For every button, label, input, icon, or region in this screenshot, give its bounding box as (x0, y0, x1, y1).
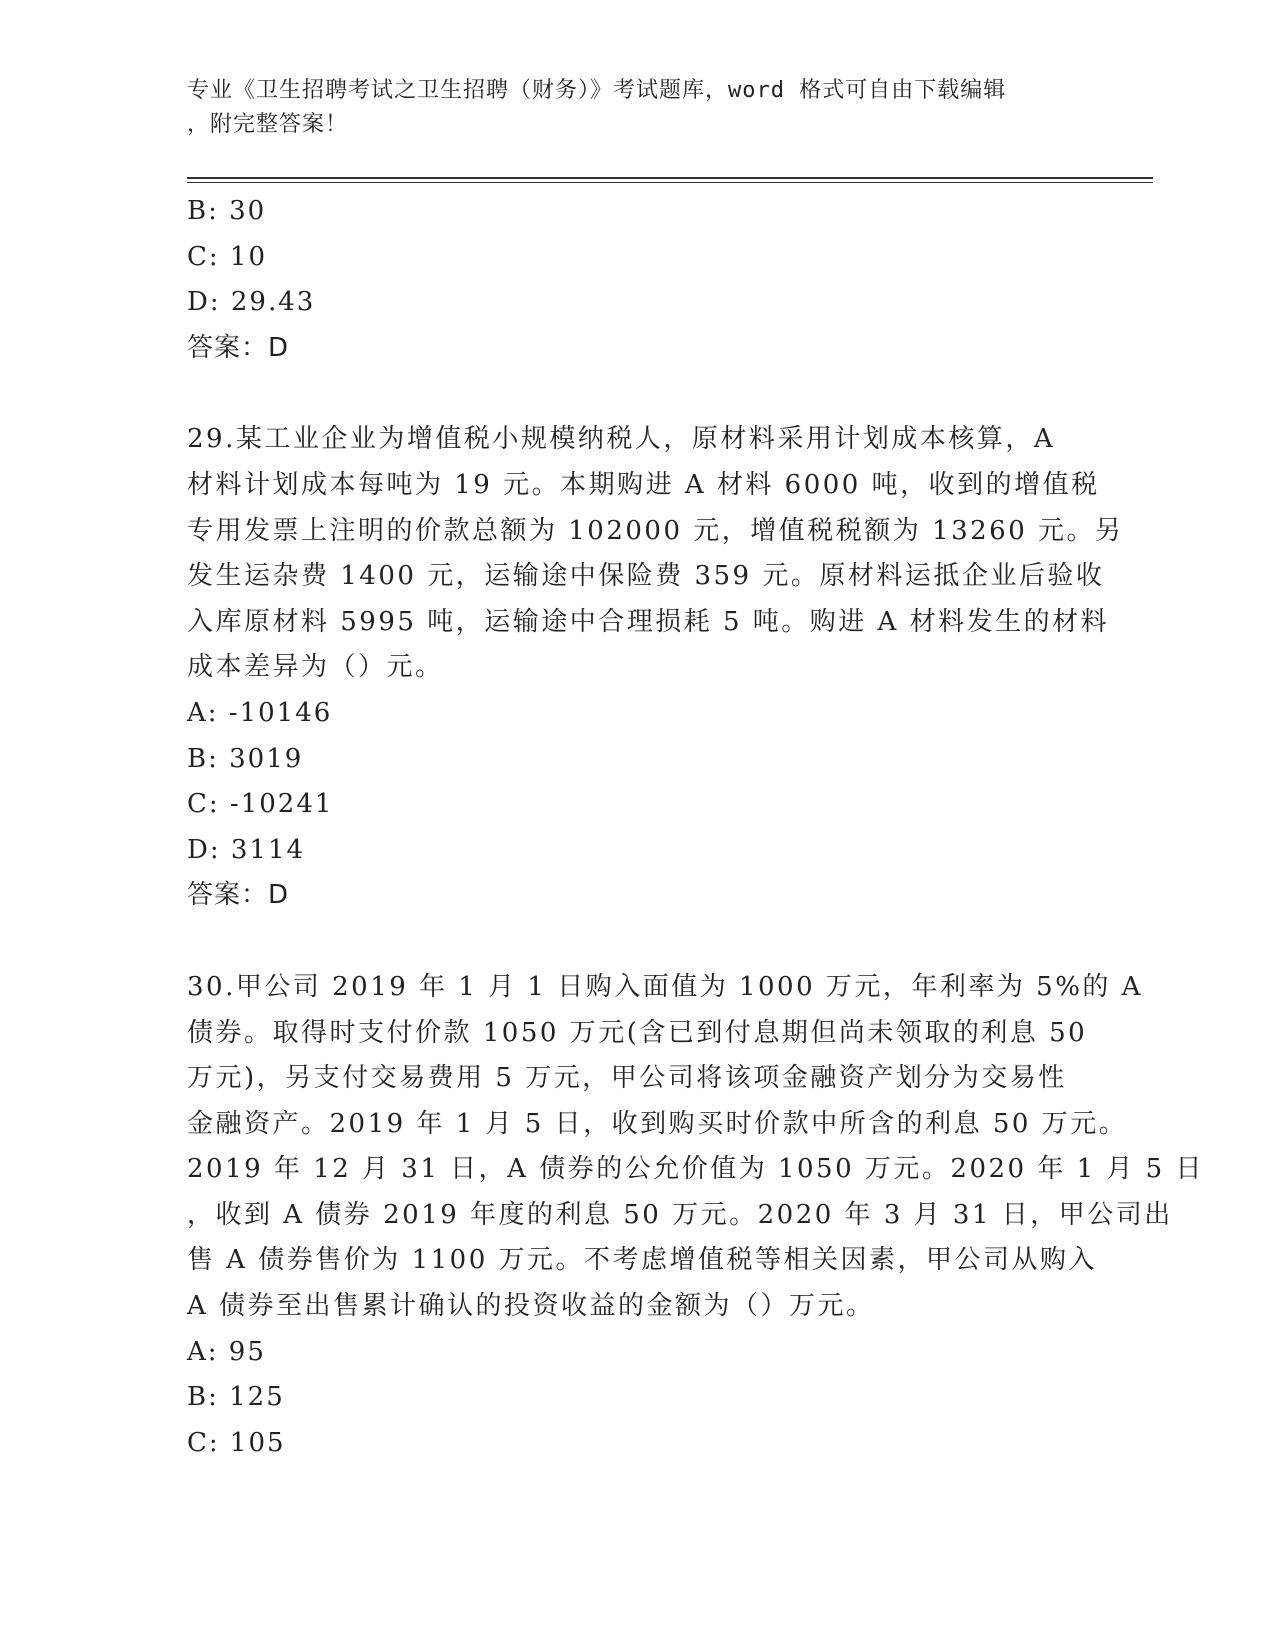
question-line: 发生运杂费 1400 元，运输途中保险费 359 元。原材料运抵企业后验收 (187, 561, 1105, 592)
option-a: A: 95 (187, 1336, 266, 1367)
header-line-1: 专业《卫生招聘考试之卫生招聘（财务）》考试题库，word 格式可自由下载编辑 (187, 78, 1007, 103)
question-29-block (187, 417, 1124, 919)
question-line: 成本差异为（）元。 (187, 652, 444, 683)
question-line: 材料计划成本每吨为 19 元。本期购进 A 材料 6000 吨，收到的增值税 (187, 469, 1100, 500)
question-line: 万元)，另支付交易费用 5 万元，甲公司将该项金融资产划分为交易性 (187, 1063, 1067, 1094)
question-line: 售 A 债券售价为 1100 万元。不考虑增值税等相关因素，甲公司从购入 (187, 1245, 1098, 1276)
question-line: 2019 年 12 月 31 日，A 债券的公允价值为 1050 万元。2020 年 1 月 5 日 (187, 1154, 1204, 1185)
prev-question-block (187, 189, 1077, 371)
question-line: 29.某工业企业为增值税小规模纳税人，原材料采用计划成本核算，A (187, 424, 1056, 455)
option-b: B: 3019 (187, 743, 304, 774)
spacer (187, 919, 1077, 965)
document-body (187, 189, 1204, 1466)
option-d: D: 29.43 (187, 287, 316, 318)
question-line: A 债券至出售累计确认的投资收益的金额为（）万元。 (187, 1291, 875, 1322)
header-divider-thick (187, 177, 1153, 179)
option-c: C: -10241 (187, 789, 334, 820)
document-header (187, 74, 1067, 142)
spacer (187, 371, 1077, 417)
question-line: 入库原材料 5995 吨，运输途中合理损耗 5 吨。购进 A 材料发生的材料 (187, 606, 1110, 637)
question-line: 30.甲公司 2019 年 1 月 1 日购入面值为 1000 万元，年利率为 5%的 A (187, 971, 1143, 1002)
question-29-text (187, 417, 1124, 691)
option-d: D: 3114 (187, 834, 306, 865)
question-line: 金融资产。2019 年 1 月 5 日，收到购买时价款中所含的利息 50 万元。 (187, 1108, 1128, 1139)
question-line: 债券。取得时支付价款 1050 万元(含已到付息期但尚未领取的利息 50 (187, 1017, 1088, 1048)
question-line: ，收到 A 债券 2019 年度的利息 50 万元。2020 年 3 月 31 日，甲公司出 (187, 1199, 1173, 1230)
option-a: A: -10146 (187, 697, 333, 728)
header-divider-thin (187, 182, 1153, 183)
question-line: 专用发票上注明的价款总额为 102000 元，增值税税额为 13260 元。另 (187, 515, 1124, 546)
header-line-2: ，附完整答案！ (187, 112, 349, 137)
answer-line: 答案：D (187, 332, 290, 363)
answer-line: 答案：D (187, 880, 290, 911)
option-c: C: 10 (187, 241, 268, 272)
option-b: B: 125 (187, 1382, 285, 1413)
question-30-block (187, 965, 1204, 1467)
option-b: B: 30 (187, 196, 267, 226)
question-30-text (187, 965, 1204, 1330)
option-c: C: 105 (187, 1427, 286, 1458)
